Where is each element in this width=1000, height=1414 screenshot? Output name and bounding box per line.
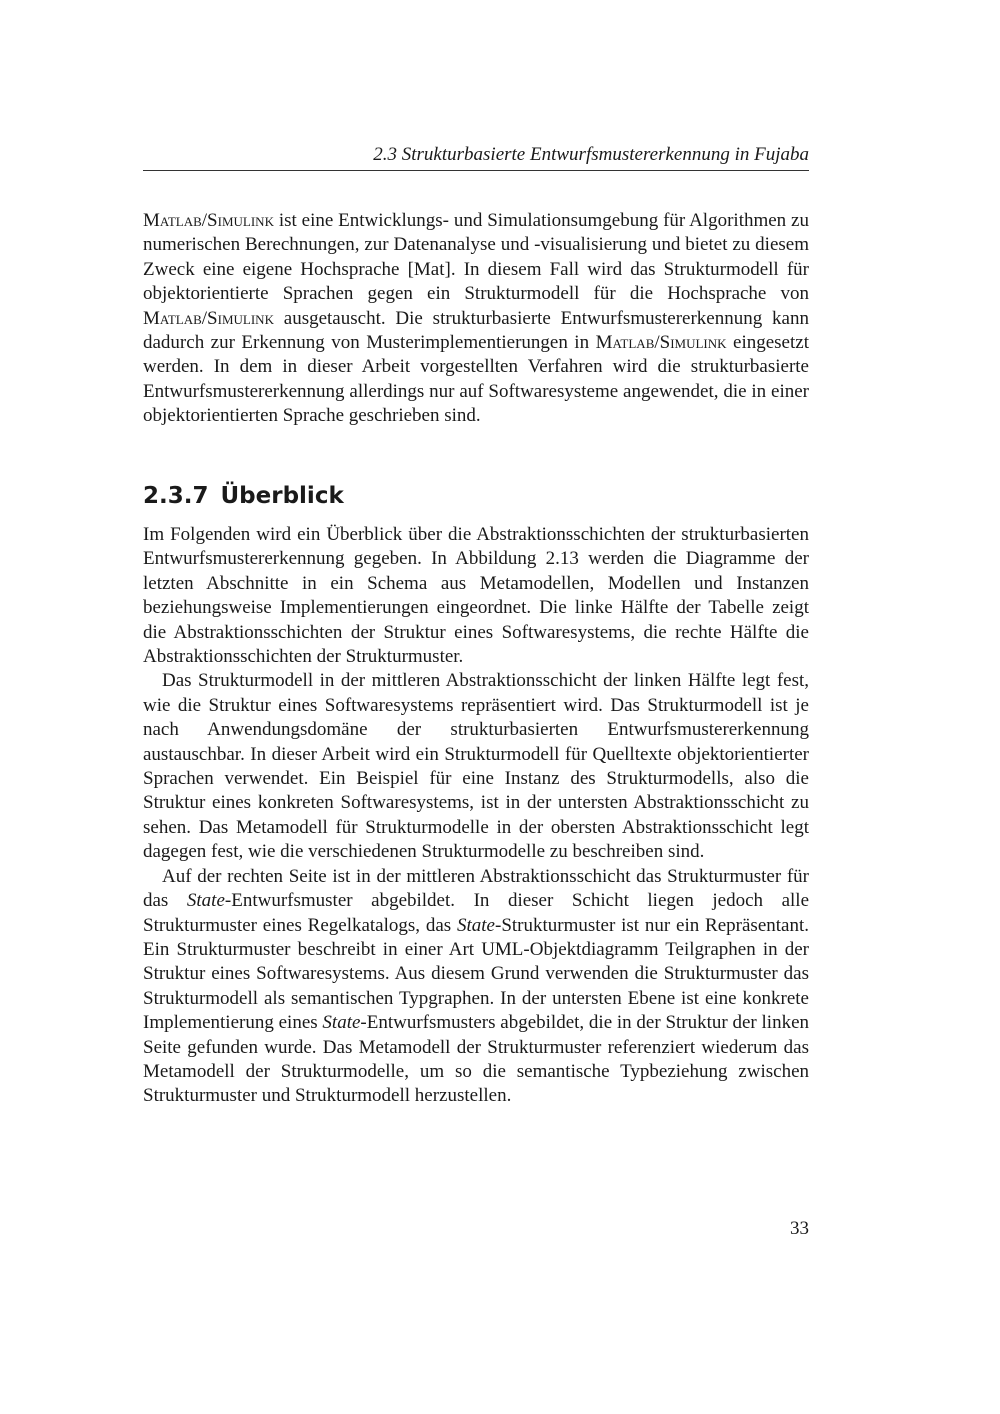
state-emphasis: State xyxy=(322,1012,361,1034)
body-text-part: -Entwurfsmusters abgebildet, die in der Struktur der linken Seite gefunden wurde. Das Metamodell der Strukturmuster referenziert wiederum das Metamodell der Strukturmodelle, um so die semantische Typbeziehung zwischen Strukturmuster und Strukturmodell herzustellen. xyxy=(143,1012,809,1107)
body-paragraph: Im Folgenden wird ein Überblick über die Abstraktionsschichten der strukturbasierten Entwurfsmustererkennung gegeben. In Abbildung 2.13 werden die Diagramme der letzten Abschnitte in ein Schema aus Metamodellen, Modellen und Instanzen beziehungsweise Implementierungen eingeordnet. Die linke Hälfte der Tabelle zeigt die Abstraktionsschichten der Struktur eines Softwaresystems, die rechte Hälfte die Abstraktionsschichten der Strukturmuster. xyxy=(143,524,809,668)
intro-text-part: eingesetzt werden. In dem in dieser Arbeit vorgestellten Verfahren wird die strukturbasierte Entwurfsmustererkennung allerdings nur auf Softwaresysteme angewendet, die in einer objektorientierten Sprache geschrieben sind. xyxy=(143,332,809,427)
body-text-part: Auf der rechten Seite ist in der mittleren Abstraktionsschicht das Strukturmuster für das xyxy=(143,865,809,912)
running-header-title: 2.3 Strukturbasierte Entwurfsmustererkennung in Fujaba xyxy=(373,144,809,165)
page-number: 33 xyxy=(790,1218,809,1239)
section-heading xyxy=(143,481,809,511)
running-header xyxy=(143,144,809,171)
state-emphasis: State xyxy=(186,890,225,912)
body-text-part: -Strukturmuster ist nur ein Repräsentant. Ein Strukturmuster beschreibt in einer Art UML-Objektdiagramm Teilgraphen in der Struktur eines Softwaresystems. Aus diesem Grund verwenden die Strukturmuster das Strukturmodell als semantischen Typgraphen. In der untersten Ebene ist eine konkrete Implementierung eines xyxy=(143,914,809,1034)
section-title: Überblick xyxy=(220,483,344,509)
body-paragraph xyxy=(143,865,809,1109)
intro-paragraph xyxy=(143,209,809,429)
body-text-part: -Entwurfsmuster abgebildet. In dieser Schicht liegen jedoch alle Strukturmuster eines Regelkatalogs, das xyxy=(143,890,810,936)
section-number: 2.3.7 xyxy=(143,483,209,509)
body-paragraph: Das Strukturmodell in der mittleren Abstraktionsschicht der linken Hälfte legt fest, wie die Struktur eines Softwaresystems repräsentiert wird. Das Strukturmodell ist je nach Anwendungsdomäne der strukturbasierten Entwurfsmustererkennung austauschbar. In dieser Arbeit wird ein Strukturmodell für Quelltexte objektorientierter Sprachen verwendet. Ein Beispiel für eine Instanz des Strukturmodells, also die Struktur eines konkreten Softwaresystems, ist in der untersten Abstraktionsschicht zu sehen. Das Metamodell für Strukturmodelle in der obersten Abstraktionsschicht legt dagegen fest, wie die verschiedenen Strukturmodelle zu beschreiben sind. xyxy=(143,670,809,863)
intro-text-part: ausgetauscht. Die strukturbasierte Entwurfsmustererkennung kann dadurch zur Erkennung von Musterimplementierungen in xyxy=(143,307,809,354)
tool-name: Matlab/Simulink xyxy=(143,307,274,329)
state-emphasis: State xyxy=(457,914,495,936)
intro-text-part: ist eine Entwicklungs- und Simulationsumgebung für Algorithmen zu numerischen Berechnungen, zur Datenanalyse und -visualisierung und bietet zu diesem Zweck eine eigene Hochsprache [Mat]. In diesem Fall wird das Strukturmodell für objektorientierte Sprachen gegen ein Strukturmodell für die Hochsprache von xyxy=(143,210,809,305)
tool-name: Matlab/Simulink xyxy=(595,332,727,354)
tool-name: Matlab/Simulink xyxy=(143,210,274,231)
section-body xyxy=(143,523,809,1109)
intro-block xyxy=(143,209,809,429)
